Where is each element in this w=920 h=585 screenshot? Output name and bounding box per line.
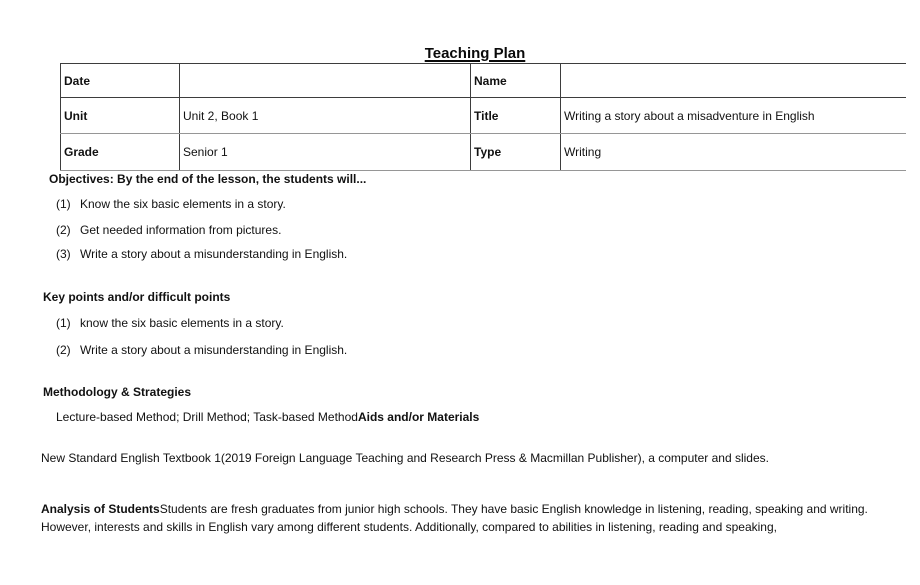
- date-value: [180, 64, 471, 98]
- objectives-item-3: [56, 247, 347, 262]
- methodology-text-line: [56, 410, 479, 425]
- document-title: Teaching Plan: [424, 45, 526, 62]
- objectives-heading: Objectives: By the end of the lesson, the students will...: [49, 172, 367, 186]
- list-item-text: Write a story about a misunderstanding in English.: [80, 343, 348, 357]
- date-label: Date: [61, 64, 180, 98]
- table-row: [61, 98, 907, 134]
- table-row: [61, 134, 907, 171]
- key-points-item-1: [56, 316, 284, 331]
- type-value: Writing: [561, 134, 907, 171]
- list-item-text: Get needed information from pictures.: [80, 223, 282, 237]
- list-item-number: (1): [56, 316, 71, 330]
- list-item-text: Write a story about a misunderstanding in English.: [80, 247, 348, 261]
- analysis-heading: Analysis of Students: [41, 502, 160, 516]
- key-points-item-2: [56, 343, 347, 358]
- objectives-item-1: [56, 197, 286, 212]
- title-label: Title: [471, 98, 561, 134]
- grade-value: Senior 1: [180, 134, 471, 171]
- methodology-text: Lecture-based Method; Drill Method; Task-based Method: [56, 410, 358, 424]
- methodology-heading: Methodology & Strategies: [43, 385, 192, 399]
- analysis-text: Students are fresh graduates from junior high schools. They have basic English knowledge in listening, reading, speaking and writing. However, interests and skills in English vary among different students. Additionally, compared to abilities in listening, reading and speaking,: [41, 502, 868, 534]
- list-item-number: (1): [56, 197, 71, 211]
- unit-value: Unit 2, Book 1: [180, 98, 471, 134]
- list-item-number: (2): [56, 343, 71, 357]
- analysis-paragraph: [41, 501, 886, 536]
- grade-label: Grade: [61, 134, 180, 171]
- aids-materials-heading: Aids and/or Materials: [357, 410, 480, 424]
- title-value: Writing a story about a misadventure in English: [561, 98, 907, 134]
- table-row: [61, 64, 907, 98]
- name-value: [561, 64, 907, 98]
- materials-text: New Standard English Textbook 1(2019 Foreign Language Teaching and Research Press & Macmillan Publisher), a computer and slides.: [41, 451, 769, 465]
- key-points-heading: Key points and/or difficult points: [43, 290, 231, 304]
- type-label: Type: [471, 134, 561, 171]
- objectives-item-2: [56, 223, 281, 238]
- unit-label: Unit: [61, 98, 180, 134]
- list-item-text: know the six basic elements in a story.: [80, 316, 284, 330]
- list-item-number: (2): [56, 223, 71, 237]
- list-item-number: (3): [56, 247, 71, 261]
- name-label: Name: [471, 64, 561, 98]
- list-item-text: Know the six basic elements in a story.: [80, 197, 286, 211]
- info-table: [60, 63, 906, 171]
